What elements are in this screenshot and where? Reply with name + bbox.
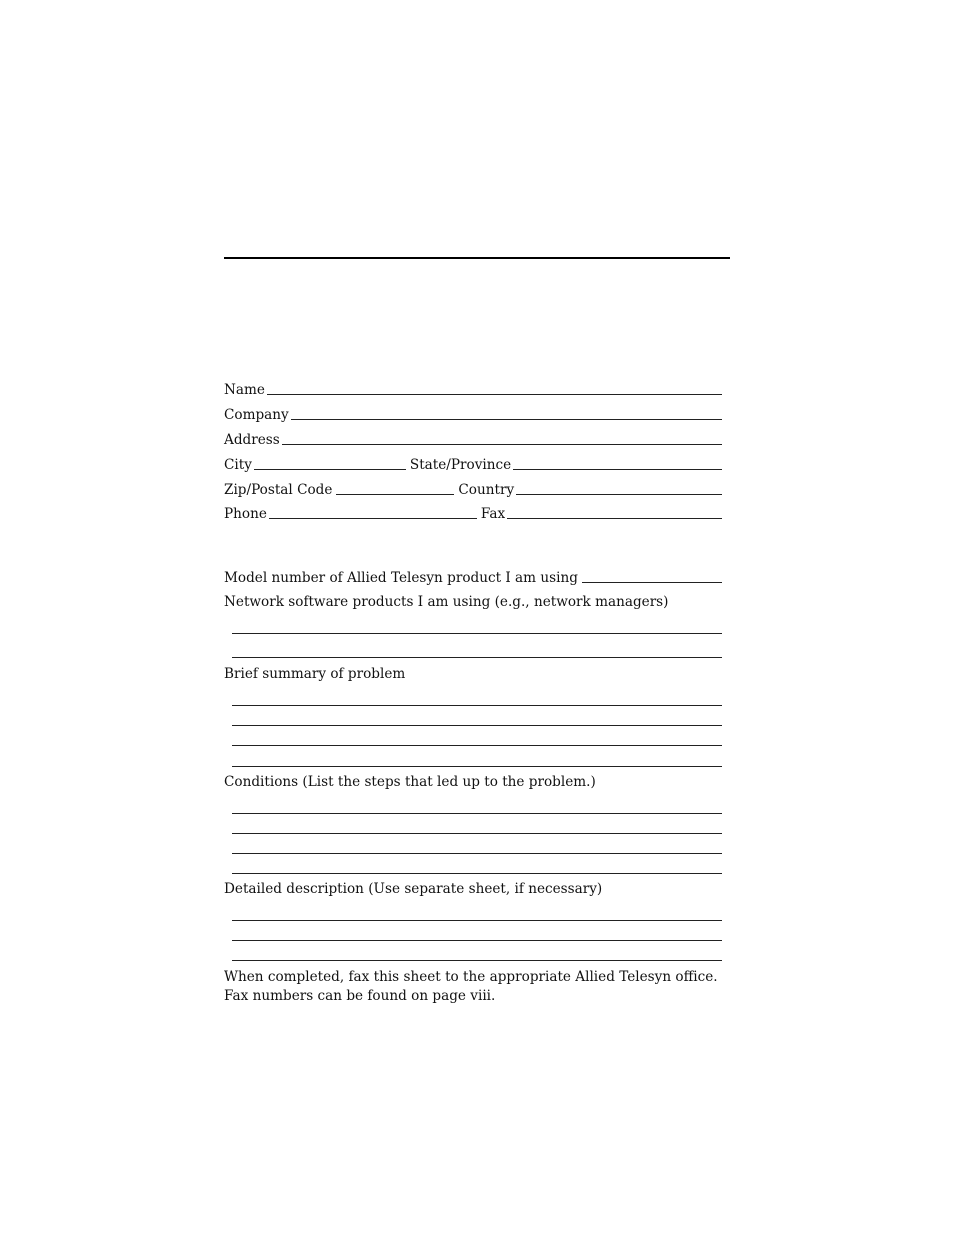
conditions-line[interactable] bbox=[232, 813, 722, 814]
name-field[interactable] bbox=[267, 394, 722, 395]
brief-summary-line[interactable] bbox=[232, 766, 722, 767]
brief-summary-line[interactable] bbox=[232, 725, 722, 726]
fax-instructions: When completed, fax this sheet to the appropriate Allied Telesyn office. Fax numbers can be found on page viii. bbox=[224, 969, 718, 1004]
country-label: Country bbox=[458, 482, 515, 498]
detailed-description-line[interactable] bbox=[232, 960, 722, 961]
state-province-label: State/Province bbox=[409, 457, 512, 473]
conditions-line[interactable] bbox=[232, 873, 722, 874]
name-row bbox=[224, 381, 722, 399]
phone-label: Phone bbox=[224, 506, 267, 522]
address-field[interactable] bbox=[282, 444, 722, 445]
network-software-line[interactable] bbox=[232, 657, 722, 658]
conditions-line[interactable] bbox=[232, 833, 722, 834]
fax-label: Fax bbox=[480, 506, 506, 522]
state-province-field[interactable] bbox=[513, 469, 722, 470]
zip-postal-code-label: Zip/Postal Code bbox=[224, 482, 333, 498]
city-state-row bbox=[224, 456, 722, 474]
network-software-label: Network software products I am using (e.g., network managers) bbox=[224, 594, 669, 610]
conditions-label: Conditions (List the steps that led up to the problem.) bbox=[224, 774, 596, 790]
brief-summary-line[interactable] bbox=[232, 745, 722, 746]
model-number-row bbox=[224, 569, 722, 587]
zip-postal-code-field[interactable] bbox=[336, 494, 454, 495]
country-field[interactable] bbox=[516, 494, 722, 495]
phone-field[interactable] bbox=[269, 518, 477, 519]
detailed-description-label: Detailed description (Use separate sheet, if necessary) bbox=[224, 881, 603, 897]
conditions-line[interactable] bbox=[232, 853, 722, 854]
detailed-description-line[interactable] bbox=[232, 920, 722, 921]
company-field[interactable] bbox=[291, 419, 722, 420]
address-row bbox=[224, 431, 722, 449]
detailed-description-line[interactable] bbox=[232, 940, 722, 941]
address-label: Address bbox=[224, 432, 280, 448]
model-number-label: Model number of Allied Telesyn product I am using bbox=[224, 570, 578, 586]
model-number-field[interactable] bbox=[582, 582, 722, 583]
header-rule bbox=[224, 257, 730, 259]
brief-summary-label: Brief summary of problem bbox=[224, 666, 406, 682]
company-label: Company bbox=[224, 407, 289, 423]
zip-country-row bbox=[224, 481, 722, 499]
network-software-line[interactable] bbox=[232, 633, 722, 634]
brief-summary-line[interactable] bbox=[232, 705, 722, 706]
phone-fax-row bbox=[224, 505, 722, 523]
fax-field[interactable] bbox=[507, 518, 722, 519]
city-field[interactable] bbox=[254, 469, 406, 470]
city-label: City bbox=[224, 457, 252, 473]
company-row bbox=[224, 406, 722, 424]
name-label: Name bbox=[224, 382, 265, 398]
